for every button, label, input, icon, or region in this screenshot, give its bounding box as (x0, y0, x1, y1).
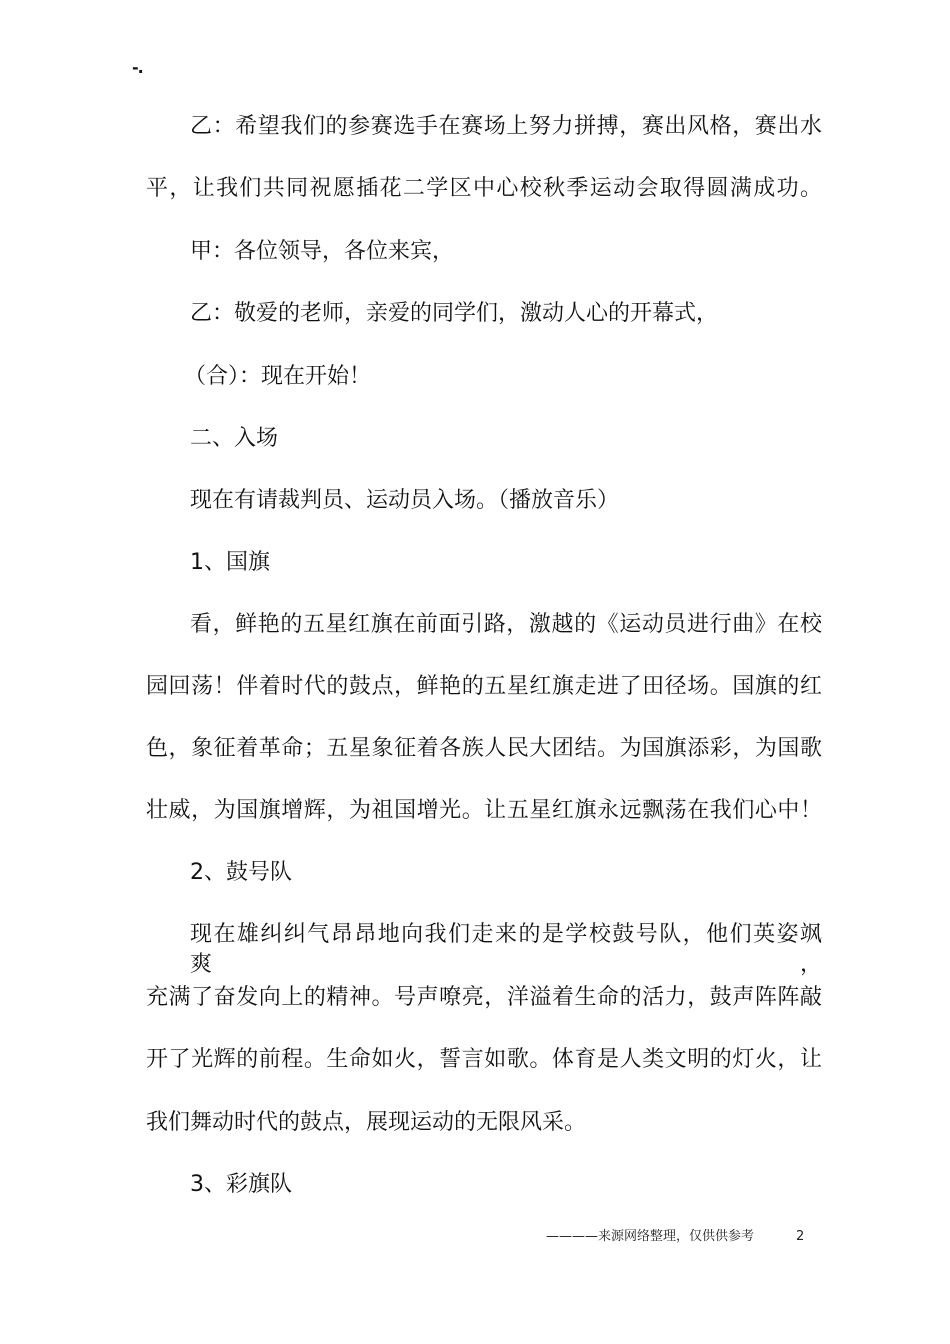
paragraph-line: 开了光辉的前程。生命如火，誓言如歌。体育是人类文明的灯火，让 (146, 1047, 822, 1072)
paragraph-line: 现在有请裁判员、运动员入场。（播放音乐） (190, 488, 620, 513)
paragraph-line: 现在雄纠纠气昂昂地向我们走来的是学校鼓号队，他们英姿飒爽， (190, 922, 822, 977)
paragraph-line: 我们舞动时代的鼓点，展现运动的无限风采。 (146, 1110, 587, 1135)
paragraph-line: 甲：各位领导，各位来宾， (190, 239, 455, 264)
paragraph-line: 壮威，为国旗增辉，为祖国增光。让五星红旗永远飘荡在我们心中！ (146, 798, 822, 823)
paragraph-line: 充满了奋发向上的精神。号声嘹亮，洋溢着生命的活力，鼓声阵阵敲 (146, 985, 822, 1010)
paragraph-line: 色，象征着革命；五星象征着各族人民大团结。为国旗添彩，为国歌 (146, 736, 822, 761)
footer-source-note: ————来源网络整理，仅供供参考 (546, 1229, 755, 1244)
paragraph-line: 乙：敬爱的老师，亲爱的同学们，激动人心的开幕式， (190, 301, 719, 326)
subsection-heading: 2、鼓号队 (190, 860, 292, 885)
section-heading: 二、入场 (190, 426, 279, 451)
paragraph-line: 平，让我们共同祝愿插花二学区中心校秋季运动会取得圆满成功。 (146, 176, 822, 201)
paragraph-line: 园回荡！伴着时代的鼓点，鲜艳的五星红旗走进了田径场。国旗的红 (146, 674, 822, 699)
page-header-mark: -. (132, 58, 143, 77)
paragraph-line: 看，鲜艳的五星红旗在前面引路，激越的《运动员进行曲》在校 (190, 612, 822, 637)
paragraph-line: 乙：希望我们的参赛选手在赛场上努力拼搏，赛出风格，赛出水 (190, 114, 822, 139)
paragraph-line: （合）：现在开始！ (184, 364, 372, 389)
footer-page-number: 2 (796, 1229, 805, 1244)
subsection-heading: 1、国旗 (190, 550, 270, 575)
subsection-heading: 3、彩旗队 (190, 1172, 292, 1197)
